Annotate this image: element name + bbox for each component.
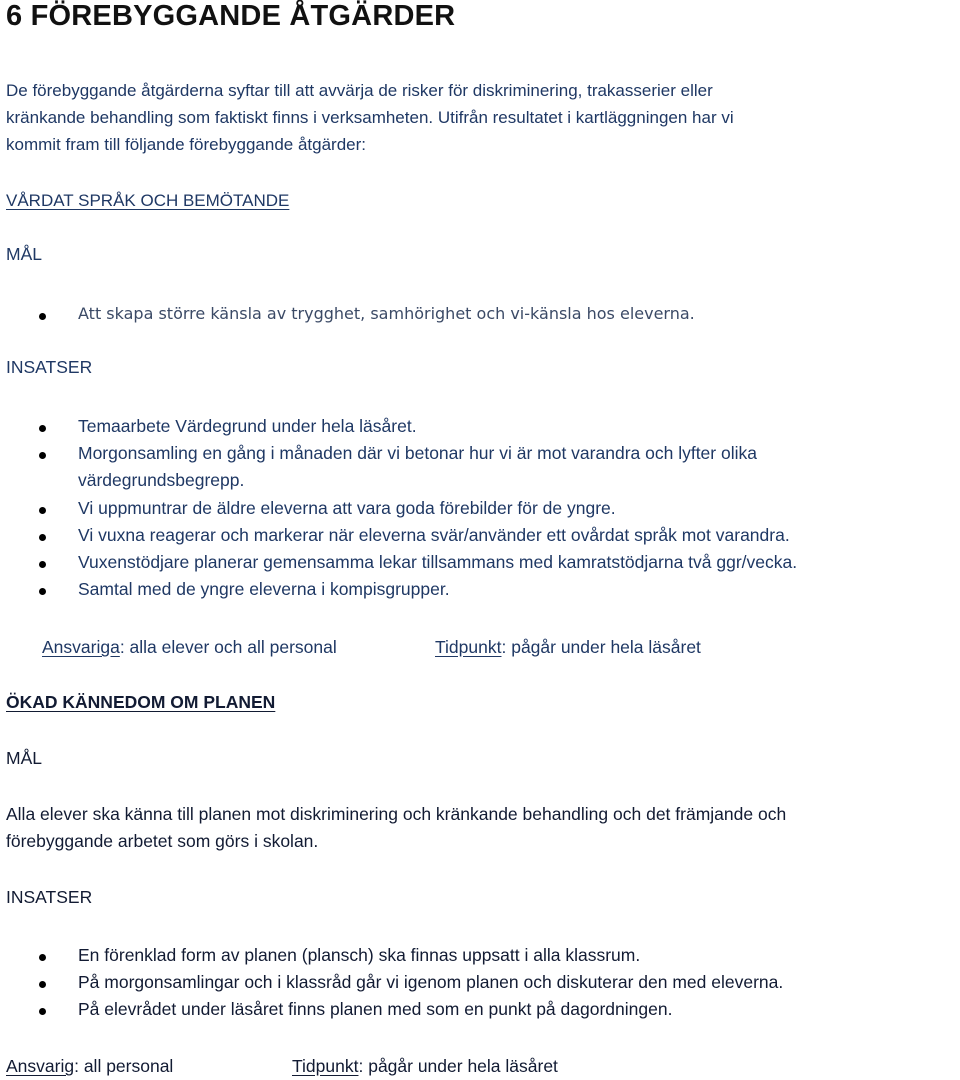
goal-text: Att skapa större känsla av trygghet, samhörighet och vi-känsla hos eleverna. — [78, 304, 695, 323]
bullet-icon — [39, 1008, 46, 1015]
action-text: En förenklad form av planen (plansch) ska finnas uppsatt i alla klassrum. — [78, 945, 641, 965]
goal-line: förebyggande arbetet som görs i skolan. — [6, 831, 319, 851]
goal-label: MÅL — [6, 748, 42, 768]
action-text: Samtal med de yngre eleverna i kompisgrupper. — [78, 579, 450, 599]
actions-label: INSATSER — [6, 887, 93, 907]
responsible-label: Ansvariga — [42, 637, 120, 657]
responsible-line — [6, 1056, 173, 1077]
time-value: : pågår under hela läsåret — [501, 637, 701, 657]
bullet-icon — [39, 954, 46, 961]
action-text: Morgonsamling en gång i månaden där vi betonar hur vi är mot varandra och lyfter olika — [78, 443, 757, 463]
time-label: Tidpunkt — [292, 1056, 359, 1076]
time-line — [292, 1056, 558, 1077]
time-line — [435, 637, 701, 658]
responsible-value: : all personal — [74, 1056, 174, 1076]
action-text: På morgonsamlingar och i klassråd går vi igenom planen och diskuterar den med eleverna. — [78, 972, 784, 992]
section-heading-okad-kannedom: ÖKAD KÄNNEDOM OM PLANEN — [6, 692, 276, 712]
bullet-icon — [39, 507, 46, 514]
page-title: 6 FÖREBYGGANDE ÅTGÄRDER — [6, 0, 456, 32]
responsible-label: Ansvarig — [6, 1056, 75, 1076]
action-text: Vuxenstödjare planerar gemensamma lekar tillsammans med kamratstödjarna två ggr/vecka. — [78, 552, 798, 572]
action-text-continued: värdegrundsbegrepp. — [78, 470, 245, 490]
bullet-icon — [39, 452, 46, 459]
section-heading-vardat-sprak: VÅRDAT SPRÅK OCH BEMÖTANDE — [6, 191, 290, 210]
bullet-icon — [39, 588, 46, 595]
goal-label: MÅL — [6, 244, 42, 264]
action-text: Vi uppmuntrar de äldre eleverna att vara goda förebilder för de yngre. — [78, 498, 616, 518]
intro-line: kränkande behandling som faktiskt finns i verksamheten. Utifrån resultatet i kartläggningen har vi — [6, 108, 734, 127]
bullet-icon — [39, 534, 46, 541]
responsible-value: : alla elever och all personal — [119, 637, 337, 657]
goal-line: Alla elever ska känna till planen mot diskriminering och kränkande behandling och det främjande och — [6, 804, 787, 824]
bullet-icon — [39, 425, 46, 432]
action-text: Vi vuxna reagerar och markerar när eleverna svär/använder ett ovårdat språk mot varandra. — [78, 525, 790, 545]
bullet-icon — [39, 313, 46, 320]
bullet-icon — [39, 981, 46, 988]
actions-label: INSATSER — [6, 357, 93, 377]
bullet-icon — [39, 561, 46, 568]
action-text: På elevrådet under läsåret finns planen med som en punkt på dagordningen. — [78, 999, 673, 1019]
action-text: Temaarbete Värdegrund under hela läsåret. — [78, 416, 417, 436]
intro-line: De förebyggande åtgärderna syftar till att avvärja de risker för diskriminering, trakasserier eller — [6, 81, 713, 100]
time-value: : pågår under hela läsåret — [358, 1056, 558, 1076]
intro-line: kommit fram till följande förebyggande åtgärder: — [6, 135, 367, 154]
responsible-line — [42, 637, 337, 658]
time-label: Tidpunkt — [435, 637, 502, 657]
